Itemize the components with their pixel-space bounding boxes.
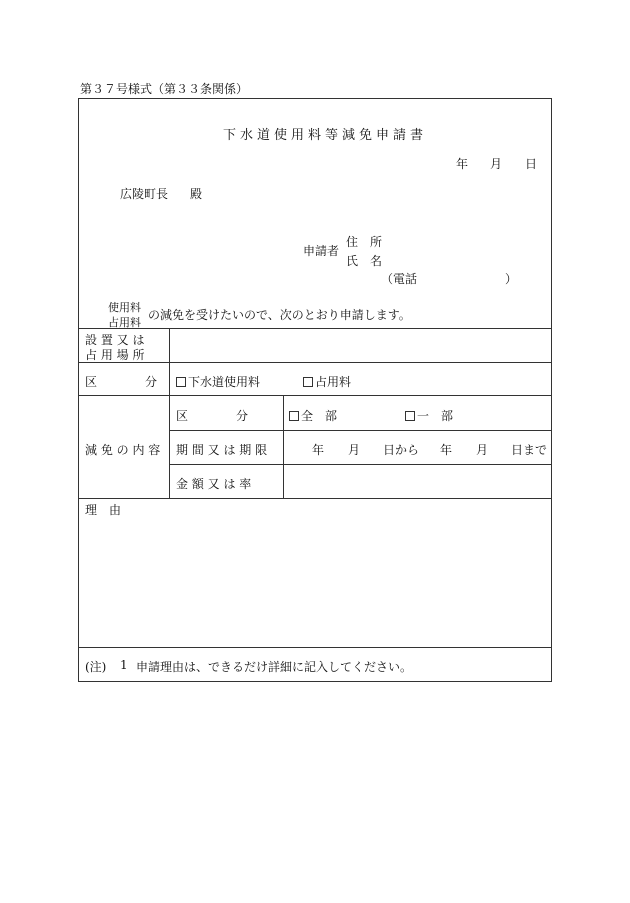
applicant-phone-close: ） — [505, 272, 518, 286]
checkbox-icon[interactable] — [405, 411, 415, 421]
row-divider-note-top — [78, 647, 552, 648]
addressee-honorific: 殿 — [190, 187, 203, 201]
location-label-line2: 占 用 場 所 — [85, 348, 145, 362]
sub-category-option-partial[interactable] — [405, 407, 453, 424]
intro-text: の減免を受けたいので、次のとおり申請します。 — [148, 308, 411, 322]
location-value-field[interactable] — [172, 331, 548, 359]
amount-label: 金 額 又 は 率 — [176, 477, 252, 491]
intro-option-usage-fee: 使用料 — [108, 301, 141, 314]
category-option-sewer-fee[interactable] — [176, 373, 260, 390]
category-label: 区 分 — [85, 375, 158, 389]
period-label: 期 間 又 は 期 限 — [176, 443, 268, 457]
row-divider-reduction-top — [78, 395, 552, 396]
period-to-year: 年 — [440, 443, 453, 457]
sub-category-label: 区 分 — [176, 409, 249, 423]
form-title: 下水道使用料等減免申請書 — [223, 128, 428, 143]
checkbox-icon[interactable] — [303, 377, 313, 387]
date-month-label: 月 — [490, 157, 503, 171]
period-from-year: 年 — [312, 443, 325, 457]
form-number: 第３７号様式（第３３条関係） — [80, 82, 249, 96]
period-from-month: 月 — [348, 443, 361, 457]
intro-option-occupancy-fee: 占用料 — [108, 316, 141, 329]
column-divider-sublabel — [283, 395, 284, 498]
location-label-line1: 設 置 又 は — [85, 333, 145, 347]
applicant-name-label: 氏 名 — [346, 254, 383, 268]
reason-label: 理 由 — [85, 503, 122, 517]
sub-category-option-full-label: 全 部 — [301, 409, 338, 423]
period-to-day: 日まで — [511, 443, 548, 457]
row-divider-period-top — [169, 430, 552, 431]
sub-category-option-partial-label: 一 部 — [417, 409, 454, 423]
checkbox-icon[interactable] — [176, 377, 186, 387]
note-prefix: (注) — [85, 660, 107, 674]
row-divider-reason-top — [78, 498, 552, 499]
category-option-sewer-fee-label: 下水道使用料 — [188, 375, 261, 389]
date-year-label: 年 — [456, 157, 469, 171]
amount-value-field[interactable] — [287, 467, 548, 495]
category-option-occupancy-fee[interactable] — [303, 373, 351, 390]
checkbox-icon[interactable] — [289, 411, 299, 421]
applicant-label: 申請者 — [303, 244, 340, 258]
sub-category-option-full[interactable] — [289, 407, 337, 424]
column-divider-label — [169, 328, 170, 498]
date-day-label: 日 — [525, 157, 538, 171]
category-option-occupancy-fee-label: 占用料 — [315, 375, 352, 389]
reason-text-area[interactable] — [82, 518, 548, 644]
period-to-month: 月 — [476, 443, 489, 457]
period-from-day: 日から — [383, 443, 420, 457]
applicant-phone-open: （電話 — [381, 272, 418, 286]
applicant-address-label: 住 所 — [346, 235, 383, 249]
note-text: 申請理由は、できるだけ詳細に記入してください。 — [136, 660, 413, 674]
note-number: 1 — [120, 658, 128, 672]
row-divider-location-top — [78, 328, 552, 329]
addressee-name: 広陵町長 — [120, 187, 169, 201]
row-divider-amount-top — [169, 464, 552, 465]
reduction-details-label: 減 免 の 内 容 — [85, 443, 161, 457]
row-divider-category-top — [78, 362, 552, 363]
